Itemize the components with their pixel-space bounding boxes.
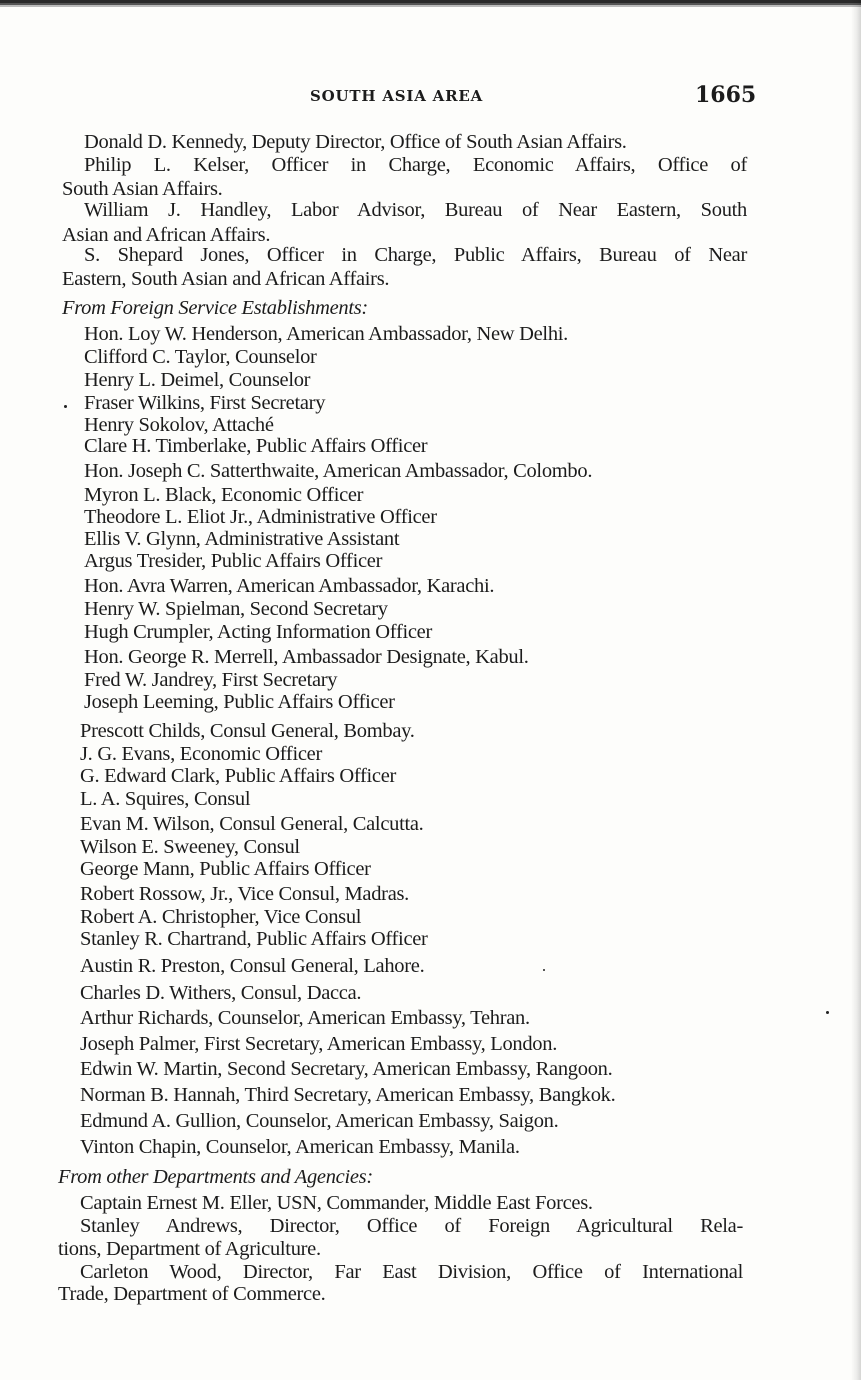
entry-line: Stanley Andrews, Director, Office of Foreign Agricultural Rela- [80,1215,743,1237]
entry-line: G. Edward Clark, Public Affairs Officer [80,765,397,787]
entry-line: George Mann, Public Affairs Officer [80,858,371,880]
entry-line: tions, Department of Agriculture. [58,1238,321,1260]
entry-line: Henry W. Spielman, Second Secretary [84,598,388,620]
entry-line: Captain Ernest M. Eller, USN, Commander, Middle East Forces. [80,1192,593,1214]
entry-line: Theodore L. Eliot Jr., Administrative Officer [84,506,437,528]
paragraph-line: Asian and African Affairs. [62,224,271,246]
entry-line: L. A. Squires, Consul [80,788,251,810]
entry-line: Hon. Avra Warren, American Ambassador, Karachi. [84,575,495,597]
entry-line: Evan M. Wilson, Consul General, Calcutta. [80,813,424,835]
entry-line: Robert A. Christopher, Vice Consul [80,906,362,928]
entry-line: Wilson E. Sweeney, Consul [80,836,300,858]
entry-line: Carleton Wood, Director, Far East Division, Office of International [80,1261,743,1283]
paragraph-line: William J. Handley, Labor Advisor, Bureau of Near Eastern, South [84,199,747,221]
entry-line: Arthur Richards, Counselor, American Embassy, Tehran. [80,1007,530,1029]
entry-line: J. G. Evans, Economic Officer [80,743,322,765]
entry-line: Henry Sokolov, Attaché [84,414,274,436]
entry-line: Hon. George R. Merrell, Ambassador Designate, Kabul. [84,646,529,668]
paragraph-line: Philip L. Kelser, Officer in Charge, Economic Affairs, Office of [84,154,747,176]
entry-line: Robert Rossow, Jr., Vice Consul, Madras. [80,883,409,905]
entry-line: Prescott Childs, Consul General, Bombay. [80,720,415,742]
entry-line: Hon. Loy W. Henderson, American Ambassador, New Delhi. [84,323,568,345]
entry-line: Clare H. Timberlake, Public Affairs Officer [84,435,428,457]
entry-line: Stanley R. Chartrand, Public Affairs Officer [80,928,428,950]
entry-line: Trade, Department of Commerce. [58,1283,326,1305]
print-speck [543,969,545,971]
entry-line: Ellis V. Glynn, Administrative Assistant [84,528,400,550]
entry-line: Fraser Wilkins, First Secretary [84,392,326,414]
paragraph-line: South Asian Affairs. [62,178,223,200]
entry-line: Clifford C. Taylor, Counselor [84,346,317,368]
entry-line: Henry L. Deimel, Counselor [84,369,311,391]
section-heading-foreign-service: From Foreign Service Establishments: [62,297,368,319]
print-speck [826,1011,829,1014]
running-head: SOUTH ASIA AREA [310,87,484,105]
entry-line: Charles D. Withers, Consul, Dacca. [80,982,362,1004]
print-speck [64,405,67,408]
paragraph-line: Eastern, South Asian and African Affairs. [62,268,390,290]
section-heading-other-departments: From other Departments and Agencies: [58,1166,373,1188]
entry-line: Joseph Palmer, First Secretary, American Embassy, London. [80,1033,558,1055]
entry-line: Vinton Chapin, Counselor, American Embassy, Manila. [80,1136,520,1158]
entry-line: Edwin W. Martin, Second Secretary, American Embassy, Rangoon. [80,1058,613,1080]
paragraph-line: Donald D. Kennedy, Deputy Director, Office of South Asian Affairs. [84,131,627,153]
entry-line: Austin R. Preston, Consul General, Lahore. [80,955,425,977]
entry-line: Edmund A. Gullion, Counselor, American Embassy, Saigon. [80,1110,559,1132]
page-number: 1665 [695,82,757,108]
entry-line: Argus Tresider, Public Affairs Officer [84,550,383,572]
entry-line: Myron L. Black, Economic Officer [84,484,364,506]
entry-line: Fred W. Jandrey, First Secretary [84,669,338,691]
entry-line: Joseph Leeming, Public Affairs Officer [84,691,395,713]
entry-line: Norman B. Hannah, Third Secretary, American Embassy, Bangkok. [80,1084,616,1106]
entry-line: Hon. Joseph C. Satterthwaite, American Ambassador, Colombo. [84,460,593,482]
entry-line: Hugh Crumpler, Acting Information Officer [84,621,433,643]
paragraph-line: S. Shepard Jones, Officer in Charge, Public Affairs, Bureau of Near [84,244,747,266]
